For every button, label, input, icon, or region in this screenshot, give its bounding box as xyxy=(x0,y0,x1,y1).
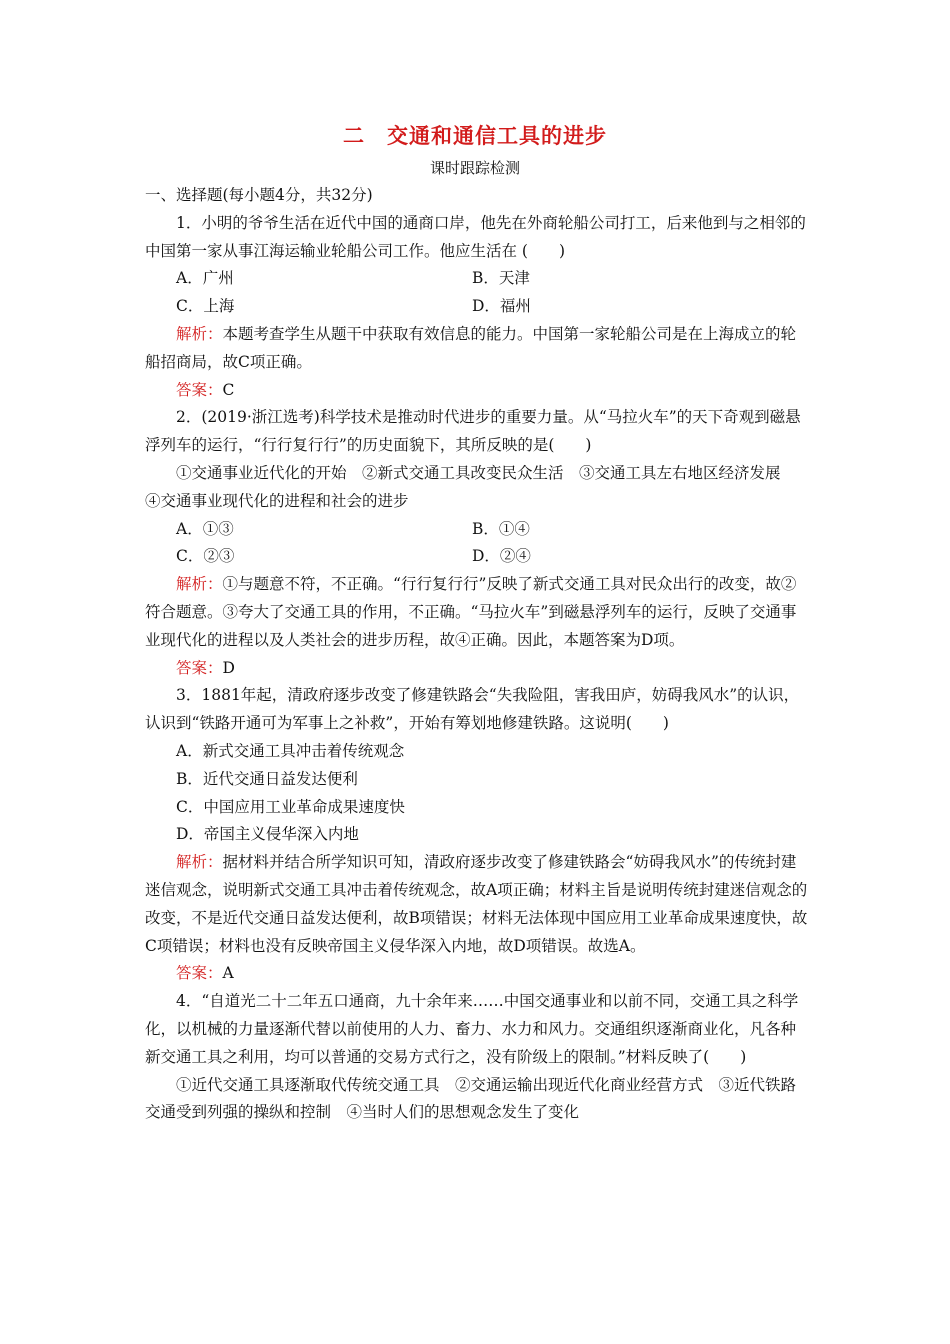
option-d: D．福州 xyxy=(472,297,531,316)
option-b: B．近代交通日益发达便利 xyxy=(176,769,358,788)
page-title: 二 交通和通信工具的进步 xyxy=(343,123,607,148)
option-c: C．上海 xyxy=(176,297,235,316)
option-row xyxy=(145,293,809,321)
analysis xyxy=(145,571,809,654)
answer-label: 答案： xyxy=(176,964,223,983)
analysis-text: 据材料并结合所学知识可知，清政府逐步改变了修建铁路会“妨碍我风水”的传统封建迷信观念，说明新式交通工具冲击着传统观念，故A项正确；材料主旨是说明传统封建迷信观念的改变，不是近代交通日益发达便利，故B项错误；材料无法体现中国应用工业革命成果速度快，故C项错误；材料也没有反映帝国主义侵华深入内地，故D项错误。故选A。 xyxy=(145,853,808,955)
question-stem: 1．小明的爷爷生活在近代中国的通商口岸，他先在外商轮船公司打工，后来他到与之相邻的中国第一家从事江海运输业轮船公司工作。他应生活在 ( ) xyxy=(145,213,806,260)
question-1 xyxy=(145,210,809,405)
analysis xyxy=(145,321,809,377)
analysis xyxy=(145,849,809,960)
option-a: A．新式交通工具冲击着传统观念 xyxy=(176,741,405,760)
question-stem: 4．“自道光二十二年五口通商，九十余年来……中国交通事业和以前不同，交通工具之科学化，以机械的力量逐渐代替以前使用的人力、畜力、水力和风力。交通组织逐渐商业化，凡各种新交通工具之利用，均可以普通的交易方式行之，没有阶级上的限制。”材料反映了( ) xyxy=(145,992,799,1066)
answer-value: C xyxy=(222,380,235,399)
section-heading: 一、选择题(每小题4分，共32分) xyxy=(145,186,373,204)
analysis-label: 解析： xyxy=(176,575,223,594)
question-stem: 2．(2019·浙江选考)科学技术是推动时代进步的重要力量。从“马拉火车”的天下奇观到磁悬浮列车的运行，“行行复行行”的历史面貌下，其所反映的是( ) xyxy=(145,408,801,455)
answer xyxy=(145,377,809,405)
option-b: B．天津 xyxy=(472,269,530,288)
question-stem: 3．1881年起，清政府逐步改变了修建铁路会“失我险阻，害我田庐，妨碍我风水”的认识，认识到“铁路开通可为军事上之补救”，开始有筹划地修建铁路。这说明( ) xyxy=(145,686,800,733)
option-a: A．①③ xyxy=(176,519,234,538)
answer-label: 答案： xyxy=(176,380,223,399)
question-items: ①近代交通工具逐渐取代传统交通工具 ②交通运输出现近代化商业经营方式 ③近代铁路交通受到列强的操纵和控制 ④当时人们的思想观念发生了变化 xyxy=(145,1075,797,1122)
option-b: B．①④ xyxy=(472,519,530,538)
analysis-text: 本题考查学生从题干中获取有效信息的能力。中国第一家轮船公司是在上海成立的轮船招商局，故C项正确。 xyxy=(145,324,797,371)
question-items: ①交通事业近代化的开始 ②新式交通工具改变民众生活 ③交通工具左右地区经济发展 ④交通事业现代化的进程和社会的进步 xyxy=(145,463,797,510)
option-a: A．广州 xyxy=(176,269,234,288)
analysis-label: 解析： xyxy=(176,324,223,343)
question-4 xyxy=(145,988,809,1127)
option-c: C．②③ xyxy=(176,547,235,566)
option-d: D．帝国主义侵华深入内地 xyxy=(176,825,359,844)
option-row xyxy=(145,543,809,571)
option-row xyxy=(145,265,809,293)
answer-value: D xyxy=(222,658,235,677)
answer-value: A xyxy=(222,964,234,983)
answer xyxy=(145,960,809,988)
page-subtitle: 课时跟踪检测 xyxy=(429,159,520,177)
option-d: D．②④ xyxy=(472,547,531,566)
answer-label: 答案： xyxy=(176,658,223,677)
document-body xyxy=(145,182,809,1127)
question-3 xyxy=(145,682,809,988)
option-row xyxy=(145,516,809,544)
option-c: C．中国应用工业革命成果速度快 xyxy=(176,797,405,816)
analysis-label: 解析： xyxy=(176,853,223,872)
question-2 xyxy=(145,404,809,682)
analysis-text: ①与题意不符，不正确。“行行复行行”反映了新式交通工具对民众出行的改变，故②符合题意。③夸大了交通工具的作用，不正确。“马拉火车”到磁悬浮列车的运行，反映了交通事业现代化的进程以及人类社会的进步历程，故④正确。因此，本题答案为D项。 xyxy=(145,575,797,649)
answer xyxy=(145,655,809,683)
